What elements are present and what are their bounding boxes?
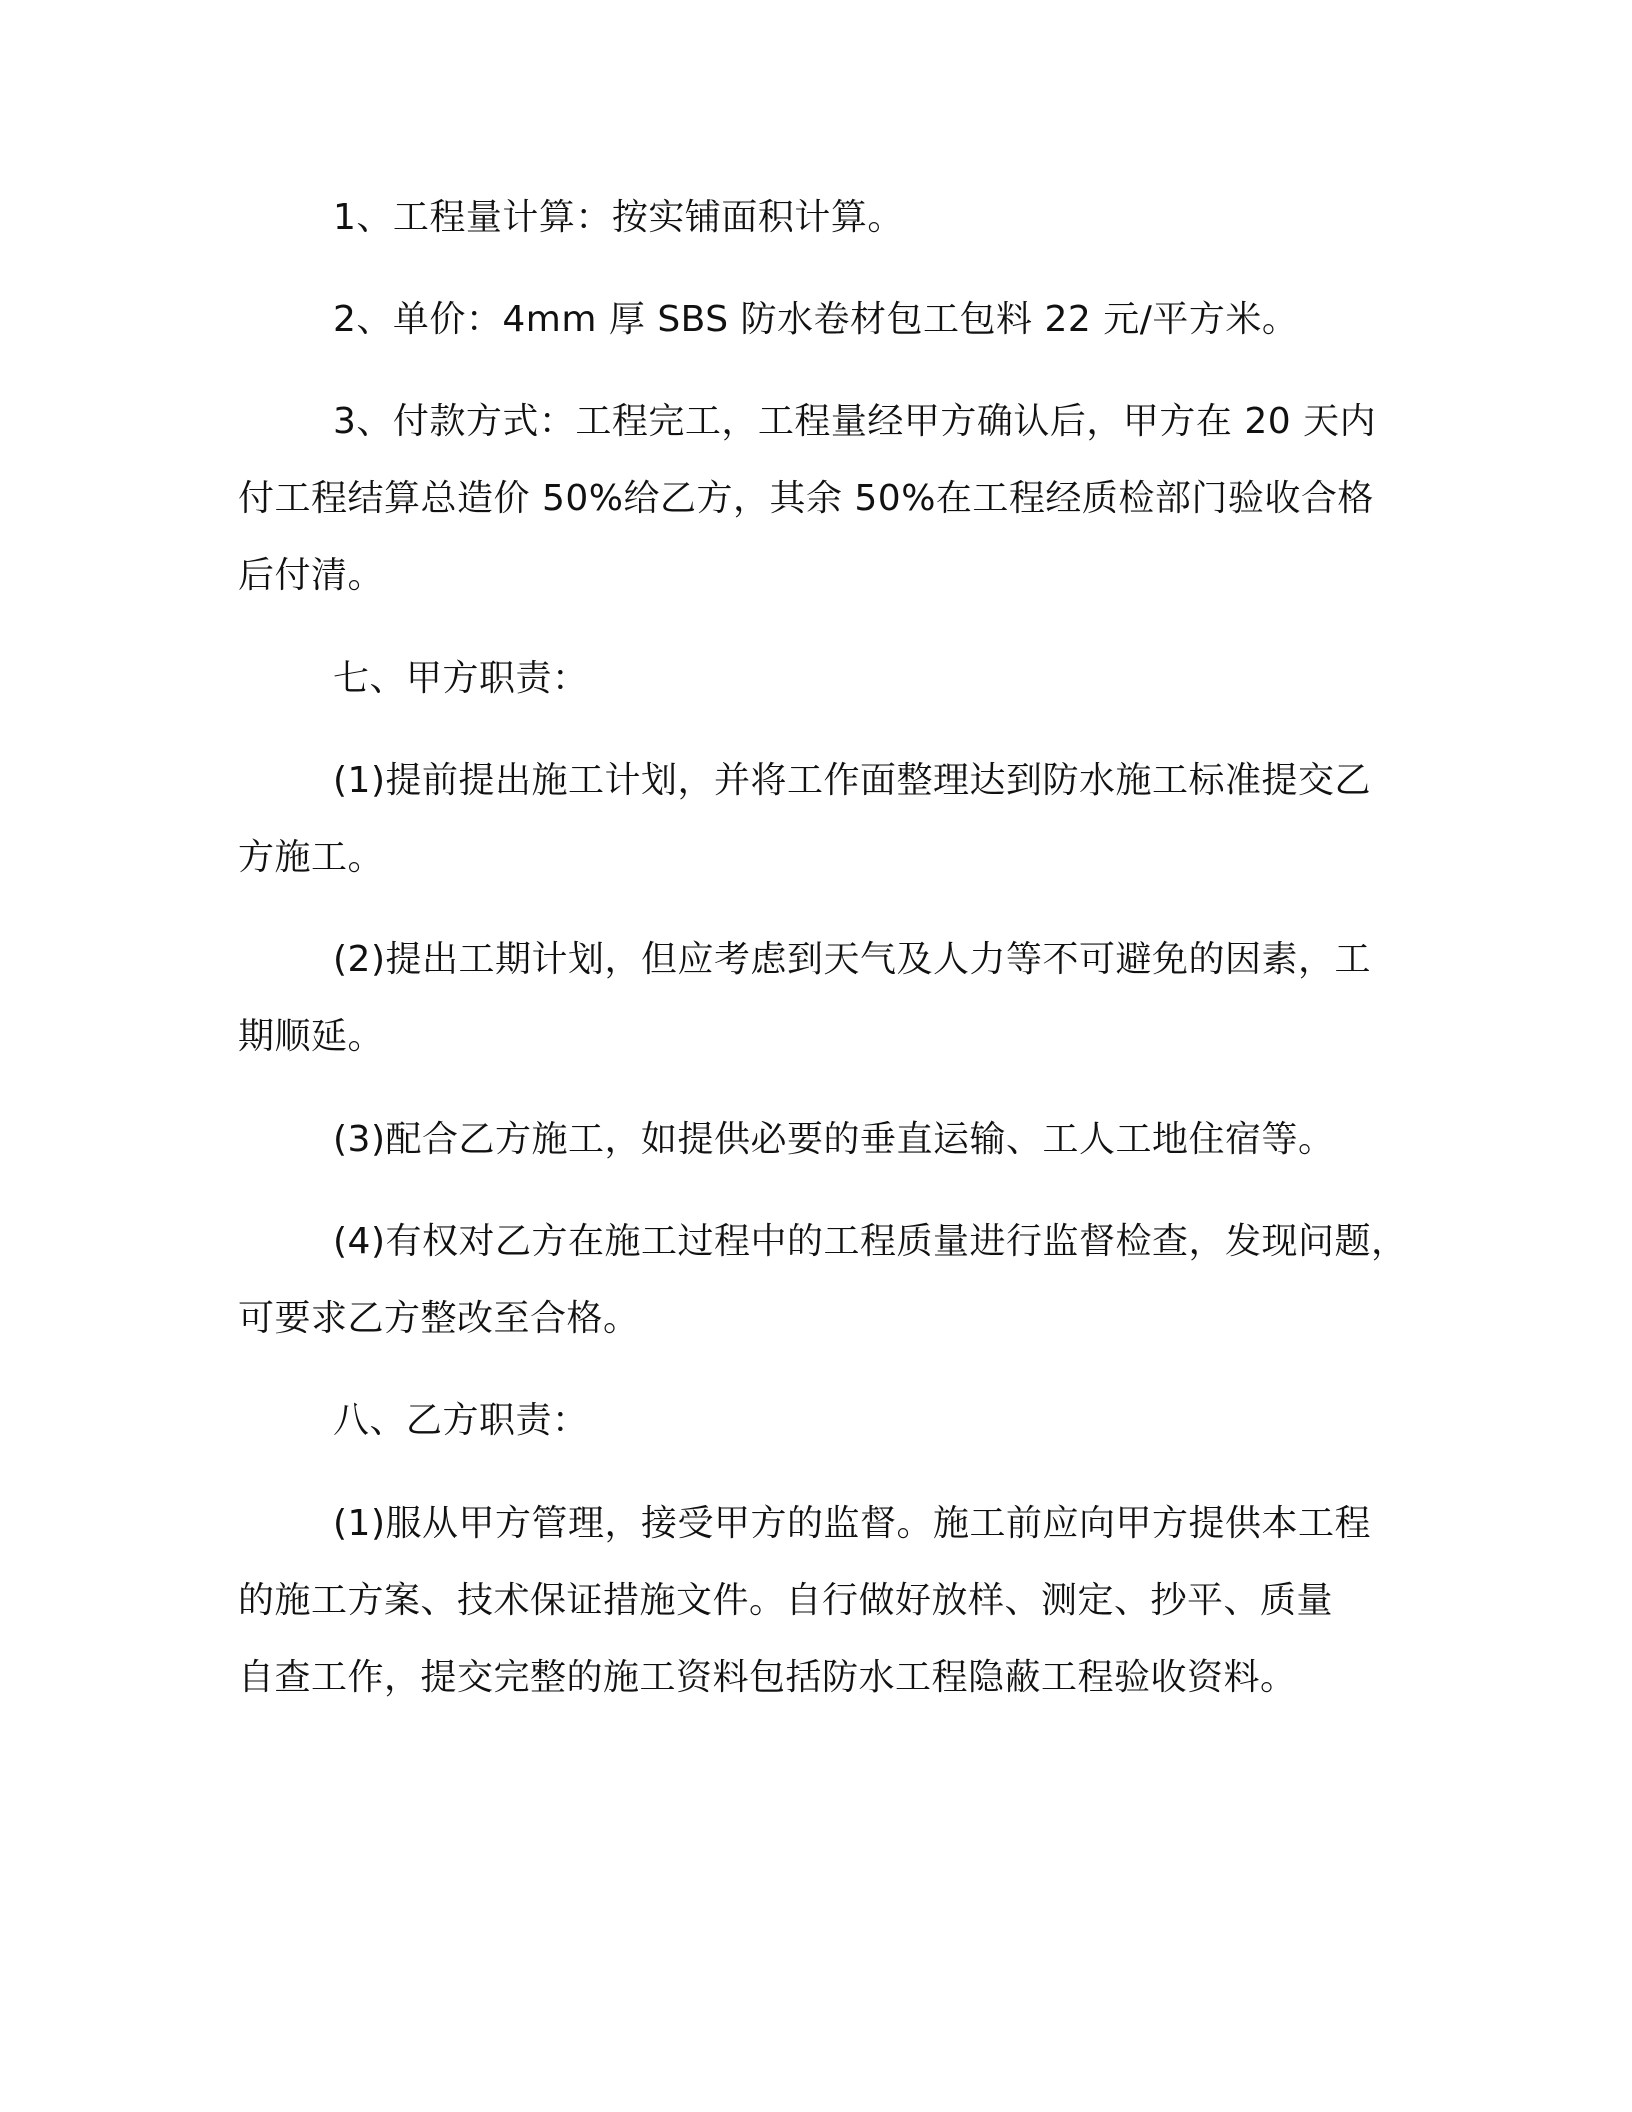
payment-item-2: 2、单价：4mm 厚 SBS 防水卷材包工包料 22 元/平方米。 <box>333 299 1299 340</box>
party-b-item-1-line-2: 的施工方案、技术保证措施文件。自行做好放样、测定、抄平、质量 <box>238 1580 1334 1621</box>
party-a-item-4-line-1: (4)有权对乙方在施工过程中的工程质量进行监督检查，发现问题， <box>333 1221 1408 1262</box>
section-heading-party-b: 八、乙方职责： <box>333 1400 589 1441</box>
party-a-item-1-line-2: 方施工。 <box>238 837 385 878</box>
party-a-item-2-line-1: (2)提出工期计划，但应考虑到天气及人力等不可避免的因素，工 <box>333 939 1371 980</box>
party-a-item-4-line-2: 可要求乙方整改至合格。 <box>238 1298 640 1339</box>
section-heading-party-a: 七、甲方职责： <box>333 658 589 699</box>
payment-item-3-line-2: 付工程结算总造价 50%给乙方，其余 50%在工程经质检部门验收合格 <box>238 478 1374 519</box>
party-b-item-1-line-3: 自查工作，提交完整的施工资料包括防水工程隐蔽工程验收资料。 <box>238 1657 1297 1698</box>
party-a-item-2-line-2: 期顺延。 <box>238 1016 385 1057</box>
party-b-item-1-line-1: (1)服从甲方管理，接受甲方的监督。施工前应向甲方提供本工程 <box>333 1503 1371 1544</box>
payment-item-1: 1、工程量计算：按实铺面积计算。 <box>333 197 904 238</box>
payment-item-3-line-1: 3、付款方式：工程完工，工程量经甲方确认后，甲方在 20 天内 <box>333 401 1377 442</box>
payment-item-3-line-3: 后付清。 <box>238 555 385 596</box>
party-a-item-1-line-1: (1)提前提出施工计划，并将工作面整理达到防水施工标准提交乙 <box>333 760 1371 801</box>
party-a-item-3: (3)配合乙方施工，如提供必要的垂直运输、工人工地住宿等。 <box>333 1119 1335 1160</box>
